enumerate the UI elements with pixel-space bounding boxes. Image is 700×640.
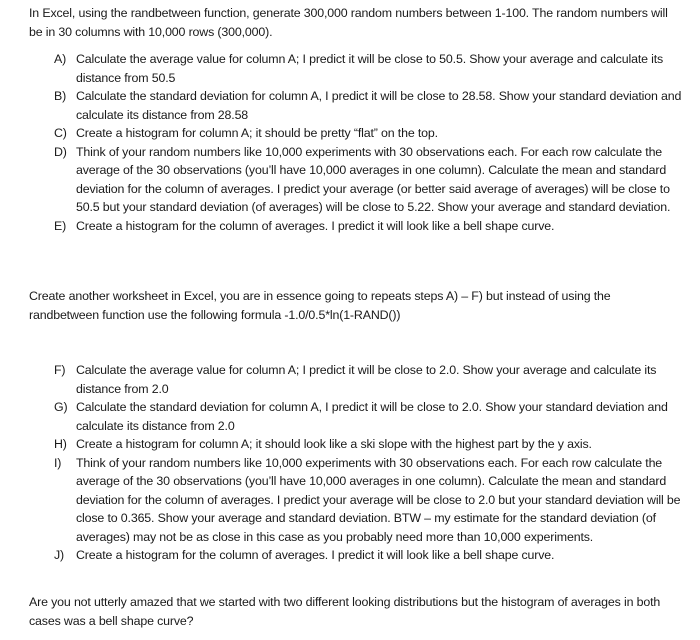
- list-item-h: [54, 435, 684, 454]
- item-text: Calculate the average value for column A; I predict it will be close to 2.0. Show your average and calculate its distance from 2.0: [76, 363, 657, 396]
- intro-paragraph: In Excel, using the randbetween function, generate 300,000 random numbers between 1-100. The random numbers will be in 30 columns with 10,000 rows (300,000).: [29, 6, 668, 39]
- item-text: Create a histogram for the column of averages. I predict it will look like a bell shape curve.: [76, 218, 555, 233]
- item-marker: E): [54, 218, 67, 233]
- item-marker: C): [54, 126, 67, 140]
- item-marker: A): [54, 52, 67, 66]
- list-item-i: [54, 454, 684, 547]
- item-marker: D): [54, 144, 67, 159]
- item-marker: J): [54, 548, 65, 562]
- list-item-c: [54, 124, 684, 143]
- second-worksheet-paragraph: Create another worksheet in Excel, you are in essence going to repeats steps A) – F) but instead of using the randbetween function use the following formula -1.0/0.5*ln(1-RAND()): [29, 289, 611, 322]
- task-list-part-2: [54, 361, 684, 565]
- item-text: Think of your random numbers like 10,000 experiments with 30 observations each. For each row calculate the average of the 30 observations (you’ll have 10,000 averages in one column). Calculate the mean and standard deviation for the column of averages. I predict your average (or better said average of averages) will be close to 50.5 but your standard deviation (of averages) will be close to 5.22. Show your average and standard deviation.: [76, 144, 671, 214]
- closing-paragraph: Are you not utterly amazed that we started with two different looking distributions but the histogram of averages in both cases was a bell shape curve?: [29, 595, 661, 628]
- list-item-a: [54, 50, 684, 87]
- list-item-e: [54, 217, 684, 236]
- item-text: Create a histogram for column A; it should be pretty “flat” on the top.: [76, 126, 438, 140]
- item-text: Calculate the standard deviation for column A, I predict it will be close to 2.0. Show your standard deviation and calculate its distance from 2.0: [76, 400, 668, 433]
- item-marker: I): [54, 455, 62, 470]
- list-item-g: [54, 398, 684, 435]
- task-list-part-1: [54, 50, 684, 235]
- item-text: Create a histogram for column A; it should look like a ski slope with the highest part by the y axis.: [76, 437, 592, 451]
- item-text: Think of your random numbers like 10,000 experiments with 30 observations each. For each row calculate the average of the 30 observations (you’ll have 10,000 averages in one column). Calculate the mean and standard deviation for the column of averages. I predict your average will be close to 2.0 but your standard deviation will be close to 0.365. Show your average and standard deviation. BTW – my estimate for the standard deviation (of averages) may not be as close in this case as you probably need more than 10,000 experiments.: [76, 455, 681, 544]
- list-item-f: [54, 361, 684, 398]
- item-marker: G): [54, 400, 68, 414]
- item-marker: H): [54, 437, 67, 451]
- list-item-d: [54, 143, 684, 217]
- item-text: Calculate the standard deviation for column A, I predict it will be close to 28.58. Show your standard deviation and calculate its distance from 28.58: [76, 89, 682, 122]
- item-marker: B): [54, 89, 67, 103]
- item-marker: F): [54, 363, 66, 377]
- item-text: Calculate the average value for column A; I predict it will be close to 50.5. Show your average and calculate its distance from 50.5: [76, 52, 664, 85]
- item-text: Create a histogram for the column of averages. I predict it will look like a bell shape curve.: [76, 548, 555, 562]
- list-item-b: [54, 87, 684, 124]
- list-item-j: [54, 546, 684, 565]
